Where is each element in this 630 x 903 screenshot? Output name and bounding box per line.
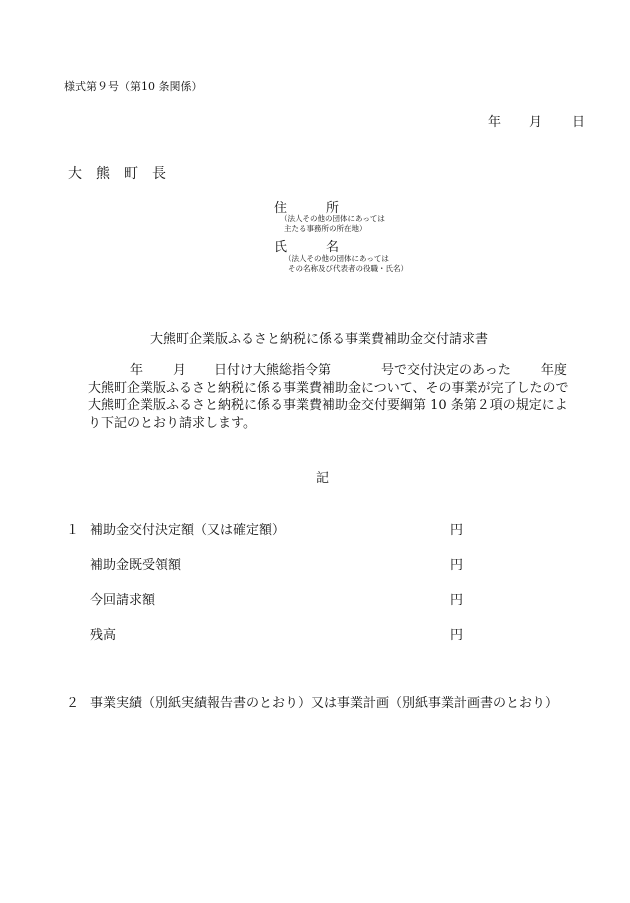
- body-fiscal-year: 年度: [540, 363, 567, 378]
- item-4-unit: 円: [450, 628, 464, 643]
- item-1-number: １: [66, 523, 80, 538]
- address-note-line1: （法人その他の団体にあっては: [280, 214, 385, 223]
- section-2-label: 事業実績（別紙実績報告書のとおり）又は事業計画（別紙事業計画書のとおり）: [90, 696, 559, 711]
- addressee: 大 熊 町 長: [68, 166, 166, 182]
- address-note: [280, 214, 385, 234]
- date-day: 日: [572, 115, 586, 130]
- date-line: [488, 111, 585, 130]
- body-year: 年: [130, 363, 144, 378]
- name-note-line2: その名称及び代表者の役職・氏名）: [288, 264, 408, 273]
- document-title: 大熊町企業版ふるさと納税に係る事業費補助金交付請求書: [150, 332, 489, 347]
- item-3-label: 今回請求額: [90, 593, 156, 608]
- item-4-label: 残高: [90, 628, 117, 643]
- body-line-3: 大熊町企業版ふるさと納税に係る事業費補助金交付要綱第 10 条第２項の規定によ: [88, 398, 568, 413]
- name-note: [284, 254, 408, 274]
- body-line-2: 大熊町企業版ふるさと納税に係る事業費補助金について、その事業が完了したので: [88, 380, 569, 396]
- address-note-line2: 主たる事務所の所在地）: [284, 224, 367, 233]
- item-2-unit: 円: [450, 558, 464, 573]
- address-label: 住 所: [274, 201, 340, 216]
- section-2-number: ２: [66, 696, 80, 711]
- item-2-label: 補助金既受領額: [90, 558, 182, 573]
- body-after: 号で交付決定のあった: [381, 363, 511, 378]
- item-3-unit: 円: [450, 593, 464, 608]
- item-1-label: 補助金交付決定額（又は確定額）: [90, 523, 286, 538]
- item-1-unit: 円: [450, 523, 464, 538]
- name-note-line1: （法人その他の団体にあっては: [284, 254, 389, 263]
- body-text: [88, 362, 588, 432]
- form-number: 様式第９号（第10 条関係）: [64, 80, 203, 93]
- body-month: 月: [173, 363, 187, 378]
- record-mark: 記: [316, 471, 330, 486]
- name-label: 氏 名: [274, 240, 340, 255]
- body-line-4: り下記のとおり請求します。: [88, 415, 256, 431]
- body-line-1: [88, 362, 588, 380]
- date-year: 年: [488, 115, 502, 130]
- body-mid: 日付け大熊総指令第: [214, 363, 332, 378]
- date-month: 月: [529, 115, 543, 130]
